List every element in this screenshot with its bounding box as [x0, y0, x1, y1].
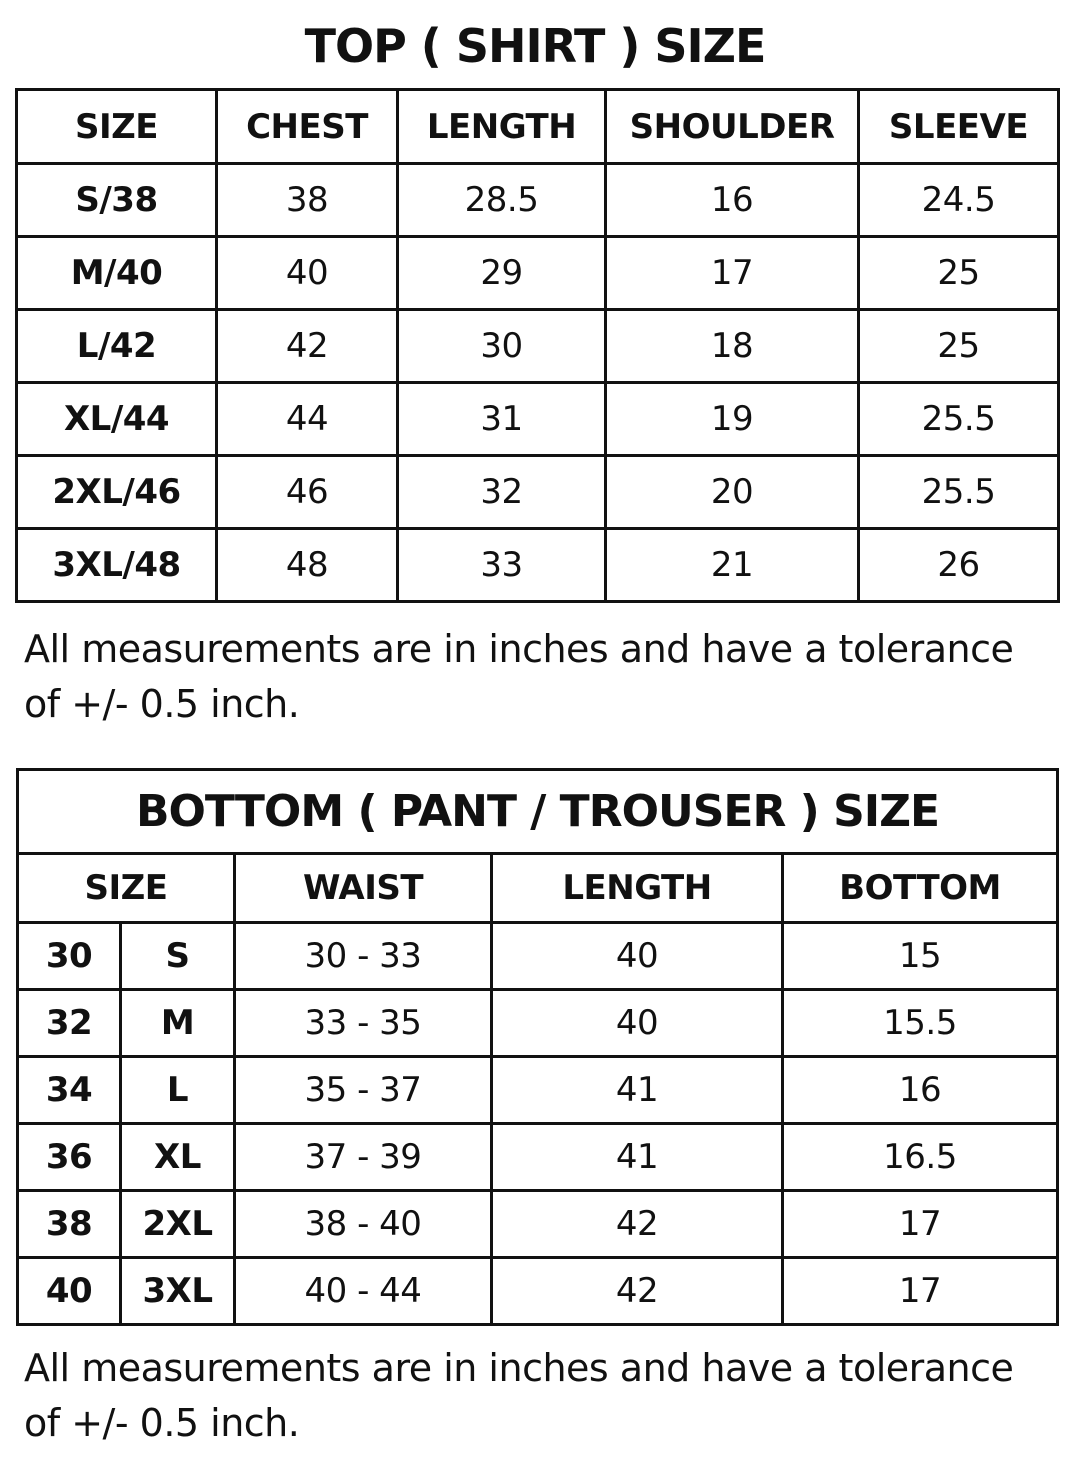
size-cell: XL/44: [17, 383, 217, 456]
shoulder-cell: 18: [606, 310, 859, 383]
waist-cell: 35 - 37: [235, 1057, 492, 1124]
size-number-cell: 38: [18, 1191, 121, 1258]
column-header-chest: CHEST: [217, 90, 398, 164]
bottom-title-row: [18, 770, 1058, 854]
top-size-table: [15, 88, 1060, 603]
size-cell: 3XL/48: [17, 529, 217, 602]
size-cell: L/42: [17, 310, 217, 383]
bottom-cell: 15.5: [783, 990, 1058, 1057]
sleeve-cell: 25.5: [859, 456, 1059, 529]
column-header-shoulder: SHOULDER: [606, 90, 859, 164]
length-cell: 28.5: [398, 164, 606, 237]
table-row: [17, 310, 1059, 383]
chest-cell: 44: [217, 383, 398, 456]
waist-cell: 38 - 40: [235, 1191, 492, 1258]
table-header-row: [17, 90, 1059, 164]
bottom-cell: 17: [783, 1191, 1058, 1258]
length-cell: 40: [492, 923, 783, 990]
bottom-cell: 16: [783, 1057, 1058, 1124]
sleeve-cell: 25: [859, 310, 1059, 383]
length-cell: 40: [492, 990, 783, 1057]
length-cell: 42: [492, 1191, 783, 1258]
size-number-cell: 40: [18, 1258, 121, 1325]
column-header-length: LENGTH: [398, 90, 606, 164]
column-header-sleeve: SLEEVE: [859, 90, 1059, 164]
column-header-bottom: BOTTOM: [783, 854, 1058, 923]
column-header-size: SIZE: [18, 854, 235, 923]
length-cell: 29: [398, 237, 606, 310]
waist-cell: 37 - 39: [235, 1124, 492, 1191]
table-row: [17, 237, 1059, 310]
size-cell: S/38: [17, 164, 217, 237]
top-size-title: TOP ( SHIRT ) SIZE: [304, 19, 766, 73]
table-row: [18, 1258, 1058, 1325]
length-cell: 33: [398, 529, 606, 602]
column-header-length: LENGTH: [492, 854, 783, 923]
chest-cell: 38: [217, 164, 398, 237]
table-row: [18, 923, 1058, 990]
size-cell: M/40: [17, 237, 217, 310]
length-cell: 41: [492, 1124, 783, 1191]
bottom-cell: 17: [783, 1258, 1058, 1325]
shoulder-cell: 17: [606, 237, 859, 310]
size-cell: 2XL/46: [17, 456, 217, 529]
sleeve-cell: 26: [859, 529, 1059, 602]
size-number-cell: 36: [18, 1124, 121, 1191]
size-number-cell: 30: [18, 923, 121, 990]
shoulder-cell: 21: [606, 529, 859, 602]
column-header-size: SIZE: [17, 90, 217, 164]
waist-cell: 33 - 35: [235, 990, 492, 1057]
size-letter-cell: M: [121, 990, 235, 1057]
length-cell: 42: [492, 1258, 783, 1325]
top-measurement-note: All measurements are in inches and have a tolerance of +/- 0.5 inch.: [24, 627, 1014, 726]
sleeve-cell: 24.5: [859, 164, 1059, 237]
chest-cell: 48: [217, 529, 398, 602]
length-cell: 32: [398, 456, 606, 529]
sleeve-cell: 25.5: [859, 383, 1059, 456]
table-row: [18, 1191, 1058, 1258]
column-header-waist: WAIST: [235, 854, 492, 923]
table-row: [17, 529, 1059, 602]
size-letter-cell: 3XL: [121, 1258, 235, 1325]
chest-cell: 46: [217, 456, 398, 529]
size-letter-cell: S: [121, 923, 235, 990]
table-row: [18, 1057, 1058, 1124]
size-letter-cell: L: [121, 1057, 235, 1124]
table-row: [17, 164, 1059, 237]
shoulder-cell: 16: [606, 164, 859, 237]
shoulder-cell: 19: [606, 383, 859, 456]
chest-cell: 42: [217, 310, 398, 383]
length-cell: 41: [492, 1057, 783, 1124]
bottom-size-table: [16, 768, 1059, 1326]
size-number-cell: 34: [18, 1057, 121, 1124]
bottom-cell: 15: [783, 923, 1058, 990]
chest-cell: 40: [217, 237, 398, 310]
length-cell: 31: [398, 383, 606, 456]
size-number-cell: 32: [18, 990, 121, 1057]
bottom-measurement-note: All measurements are in inches and have a tolerance of +/- 0.5 inch.: [24, 1346, 1014, 1445]
shoulder-cell: 20: [606, 456, 859, 529]
size-letter-cell: XL: [121, 1124, 235, 1191]
table-row: [18, 990, 1058, 1057]
waist-cell: 40 - 44: [235, 1258, 492, 1325]
size-letter-cell: 2XL: [121, 1191, 235, 1258]
table-row: [17, 383, 1059, 456]
waist-cell: 30 - 33: [235, 923, 492, 990]
length-cell: 30: [398, 310, 606, 383]
table-header-row: [18, 854, 1058, 923]
table-row: [17, 456, 1059, 529]
table-row: [18, 1124, 1058, 1191]
sleeve-cell: 25: [859, 237, 1059, 310]
bottom-size-title: BOTTOM ( PANT / TROUSER ) SIZE: [18, 770, 1058, 854]
bottom-cell: 16.5: [783, 1124, 1058, 1191]
